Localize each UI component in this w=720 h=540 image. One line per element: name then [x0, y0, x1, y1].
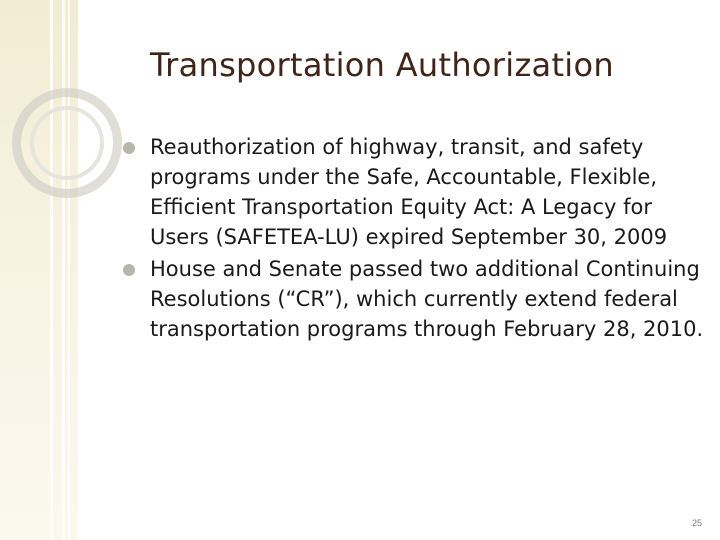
- decorative-side-strip: [0, 0, 78, 540]
- bullet-item: [122, 132, 707, 252]
- strip-divider: [50, 0, 53, 540]
- slide-title: Transportation Authorization: [150, 46, 614, 84]
- bullet-text: Reauthorization of highway, transit, and safety programs under the Safe, Accountable, Flexible, Efficient Transportation Equity Act: A Legacy for Users (SAFETEA-LU) expired September 30, 2009: [150, 135, 668, 249]
- bullet-list: [122, 132, 707, 346]
- page-number: 25: [691, 518, 702, 528]
- bullet-item: [122, 254, 707, 344]
- bullet-dot-icon: [123, 264, 135, 276]
- bullet-dot-icon: [123, 142, 135, 154]
- bullet-text: House and Senate passed two additional Continuing Resolutions (“CR”), which currently extend federal transportation programs through February 28, 2010.: [150, 257, 704, 341]
- strip-divider: [68, 0, 70, 540]
- strip-divider: [62, 0, 65, 540]
- decorative-ring-inner: [30, 106, 104, 180]
